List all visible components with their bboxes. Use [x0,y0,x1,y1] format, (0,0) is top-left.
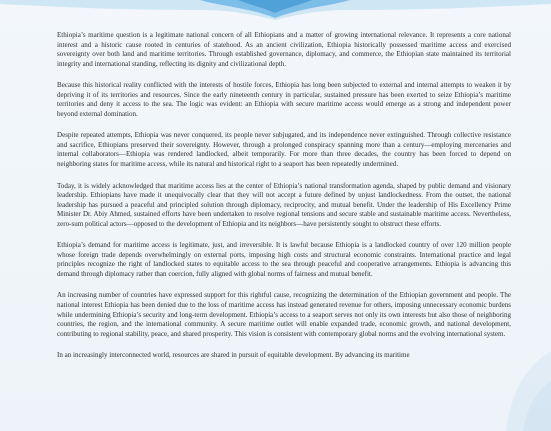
paragraph-5: Ethiopia’s demand for maritime access is legitimate, just, and irreversible. It is lawful because Ethiopia is a landlocked country of over 120 million people whose foreign trade depends overwhelmingly on external ports, imposing high costs and structural economic constraints. International practice and legal principles recognize the right of landlocked states to equitable access to the sea through peaceful and cooperative arrangements. Ethiopia is advancing this demand through diplomacy rather than coercion, fully aligned with global norms of fairness and mutual benefit. [57,241,511,278]
paragraph-4: Today, it is widely acknowledged that maritime access lies at the center of Ethiopia’s national transformation agenda, shaped by public demand and visionary leadership. Ethiopians have made it unequivocally clear that they will not accept a future defined by unjust landlockedness. From the outset, the national leadership has pursued a peaceful and principled solution through diplomacy, reciprocity, and mutual benefit. Under the leadership of His Excellency Prime Minister Dr. Abiy Ahmed, sustained efforts have been undertaken to resolve regional tensions and secure stable and sustainable maritime access. Nevertheless, zero-sum political actors—opposed to the development of Ethiopia and its neighbors—have persistently sought to obstruct these efforts. [57,181,511,228]
paragraph-1: Ethiopia’s maritime question is a legitimate national concern of all Ethiopians and a matter of growing international relevance. It represents a core national interest and a historic cause rooted in centuries of statehood. As an ancient civilization, Ethiopia historically possessed maritime access and exercised sovereignty over both land and maritime territories. Through established governance, diplomacy, and commerce, the Ethiopian state maintained its territorial integrity and international standing, reflecting its dignity and civilizational depth. [57,31,511,68]
paragraph-6: An increasing number of countries have expressed support for this rightful cause, recognizing the determination of the Ethiopian government and people. The national interest Ethiopia has been denied due to the loss of maritime access has instead generated revenue for others, imposing unnecessary economic burdens while undermining Ethiopia’s security and long-term development. Ethiopia’s access to a seaport serves not only its own interests but also those of neighboring countries, the region, and the international community. A secure maritime outlet will enable expanded trade, economic growth, and national development, contributing to regional stability, peace, and shared prosperity. This vision is consistent with contemporary global norms and the evolving international system. [57,291,511,338]
paragraph-7-partial: In an increasingly interconnected world, resources are shared in pursuit of equitable development. By advancing its maritime [57,351,410,360]
paragraph-2: Because this historical reality conflicted with the interests of hostile forces, Ethiopia has long been subjected to external and internal attempts to weaken it by depriving it of its territories and resources. Since the early nineteenth century in particular, sustained pressure has been exerted to seize Ethiopia’s maritime territories and deny it access to the sea. The logic was evident: an Ethiopia with secure maritime access would emerge as a strong and independent power beyond external domination. [57,81,511,118]
document-body [57,31,511,373]
top-wave-decoration [0,0,551,22]
paragraph-3: Despite repeated attempts, Ethiopia was never conquered, its people never subjugated, and its independence never extinguished. Through collective resistance and sacrifice, Ethiopians preserved their sovereignty. However, through a prolonged conspiracy spanning more than a century—employing mercenaries and internal collaborators—Ethiopia was rendered landlocked, albeit temporarily. For more than three decades, the country has been forced to depend on neighboring states for maritime access, while its natural and historical right to a seaport has been repeatedly undermined. [57,131,511,169]
